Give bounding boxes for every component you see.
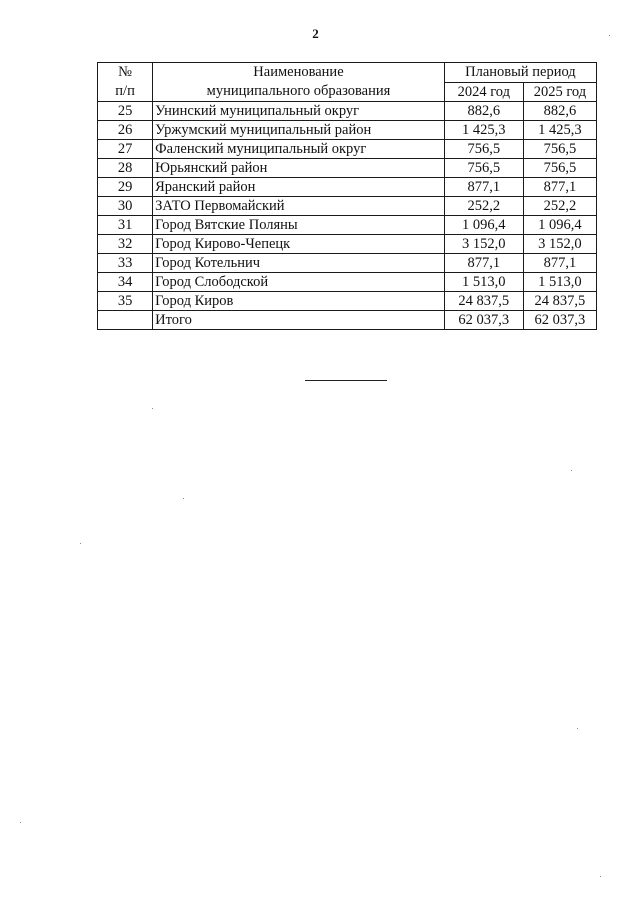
value-2024: 756,5 (444, 159, 523, 178)
divider-line (305, 380, 387, 381)
scan-speck (571, 470, 572, 471)
header-year-2024: 2024 год (444, 82, 523, 102)
row-number: 27 (98, 140, 153, 159)
value-2024: 882,6 (444, 102, 523, 121)
value-2025: 1 425,3 (523, 121, 596, 140)
table-row (98, 121, 597, 140)
table-header-row (98, 63, 597, 83)
total-number-cell (98, 311, 153, 330)
header-number-line2: п/п (115, 83, 135, 99)
value-2025: 252,2 (523, 197, 596, 216)
header-number (98, 63, 153, 102)
municipality-name: Город Киров (153, 292, 445, 311)
value-2025: 756,5 (523, 159, 596, 178)
header-name-line1: Наименование (253, 64, 344, 80)
value-2024: 1 096,4 (444, 216, 523, 235)
scan-speck (80, 543, 81, 544)
header-name (153, 63, 445, 102)
scan-speck (20, 822, 21, 823)
header-year-2025: 2025 год (523, 82, 596, 102)
table-body (98, 102, 597, 311)
row-number: 29 (98, 178, 153, 197)
row-number: 25 (98, 102, 153, 121)
table-row (98, 140, 597, 159)
total-row (98, 311, 597, 330)
value-2025: 756,5 (523, 140, 596, 159)
table-row (98, 197, 597, 216)
row-number: 32 (98, 235, 153, 254)
value-2024: 3 152,0 (444, 235, 523, 254)
value-2024: 24 837,5 (444, 292, 523, 311)
municipality-name: Город Вятские Поляны (153, 216, 445, 235)
row-number: 30 (98, 197, 153, 216)
table-row (98, 292, 597, 311)
value-2024: 877,1 (444, 254, 523, 273)
municipality-name: Юрьянский район (153, 159, 445, 178)
row-number: 34 (98, 273, 153, 292)
value-2025: 882,6 (523, 102, 596, 121)
table-row (98, 178, 597, 197)
municipality-name: Город Котельнич (153, 254, 445, 273)
municipality-name: Уржумский муниципальный район (153, 121, 445, 140)
total-2025: 62 037,3 (523, 311, 596, 330)
value-2025: 877,1 (523, 178, 596, 197)
municipality-name: ЗАТО Первомайский (153, 197, 445, 216)
scan-speck (577, 728, 578, 729)
value-2024: 877,1 (444, 178, 523, 197)
value-2025: 1 513,0 (523, 273, 596, 292)
header-number-line1: № (118, 64, 132, 80)
table-row (98, 159, 597, 178)
table-row (98, 102, 597, 121)
page-number: 2 (312, 26, 319, 41)
value-2024: 252,2 (444, 197, 523, 216)
value-2025: 3 152,0 (523, 235, 596, 254)
scan-speck (600, 876, 601, 877)
table-row (98, 235, 597, 254)
municipality-name: Яранский район (153, 178, 445, 197)
value-2025: 24 837,5 (523, 292, 596, 311)
value-2025: 1 096,4 (523, 216, 596, 235)
municipality-name: Город Кирово-Чепецк (153, 235, 445, 254)
value-2024: 1 513,0 (444, 273, 523, 292)
row-number: 31 (98, 216, 153, 235)
municipality-name: Город Слободской (153, 273, 445, 292)
table-row (98, 216, 597, 235)
scan-speck (152, 408, 153, 409)
municipality-name: Фаленский муниципальный округ (153, 140, 445, 159)
header-name-line2: муниципального образования (206, 83, 391, 99)
budget-table (97, 62, 597, 330)
table-row (98, 273, 597, 292)
value-2024: 1 425,3 (444, 121, 523, 140)
total-label: Итого (153, 311, 445, 330)
row-number: 33 (98, 254, 153, 273)
municipality-name: Унинский муниципальный округ (153, 102, 445, 121)
value-2025: 877,1 (523, 254, 596, 273)
row-number: 26 (98, 121, 153, 140)
table-row (98, 254, 597, 273)
row-number: 28 (98, 159, 153, 178)
scan-speck (183, 498, 184, 499)
total-2024: 62 037,3 (444, 311, 523, 330)
header-planned-period: Плановый период (444, 63, 596, 83)
scan-speck (609, 35, 610, 36)
value-2024: 756,5 (444, 140, 523, 159)
row-number: 35 (98, 292, 153, 311)
